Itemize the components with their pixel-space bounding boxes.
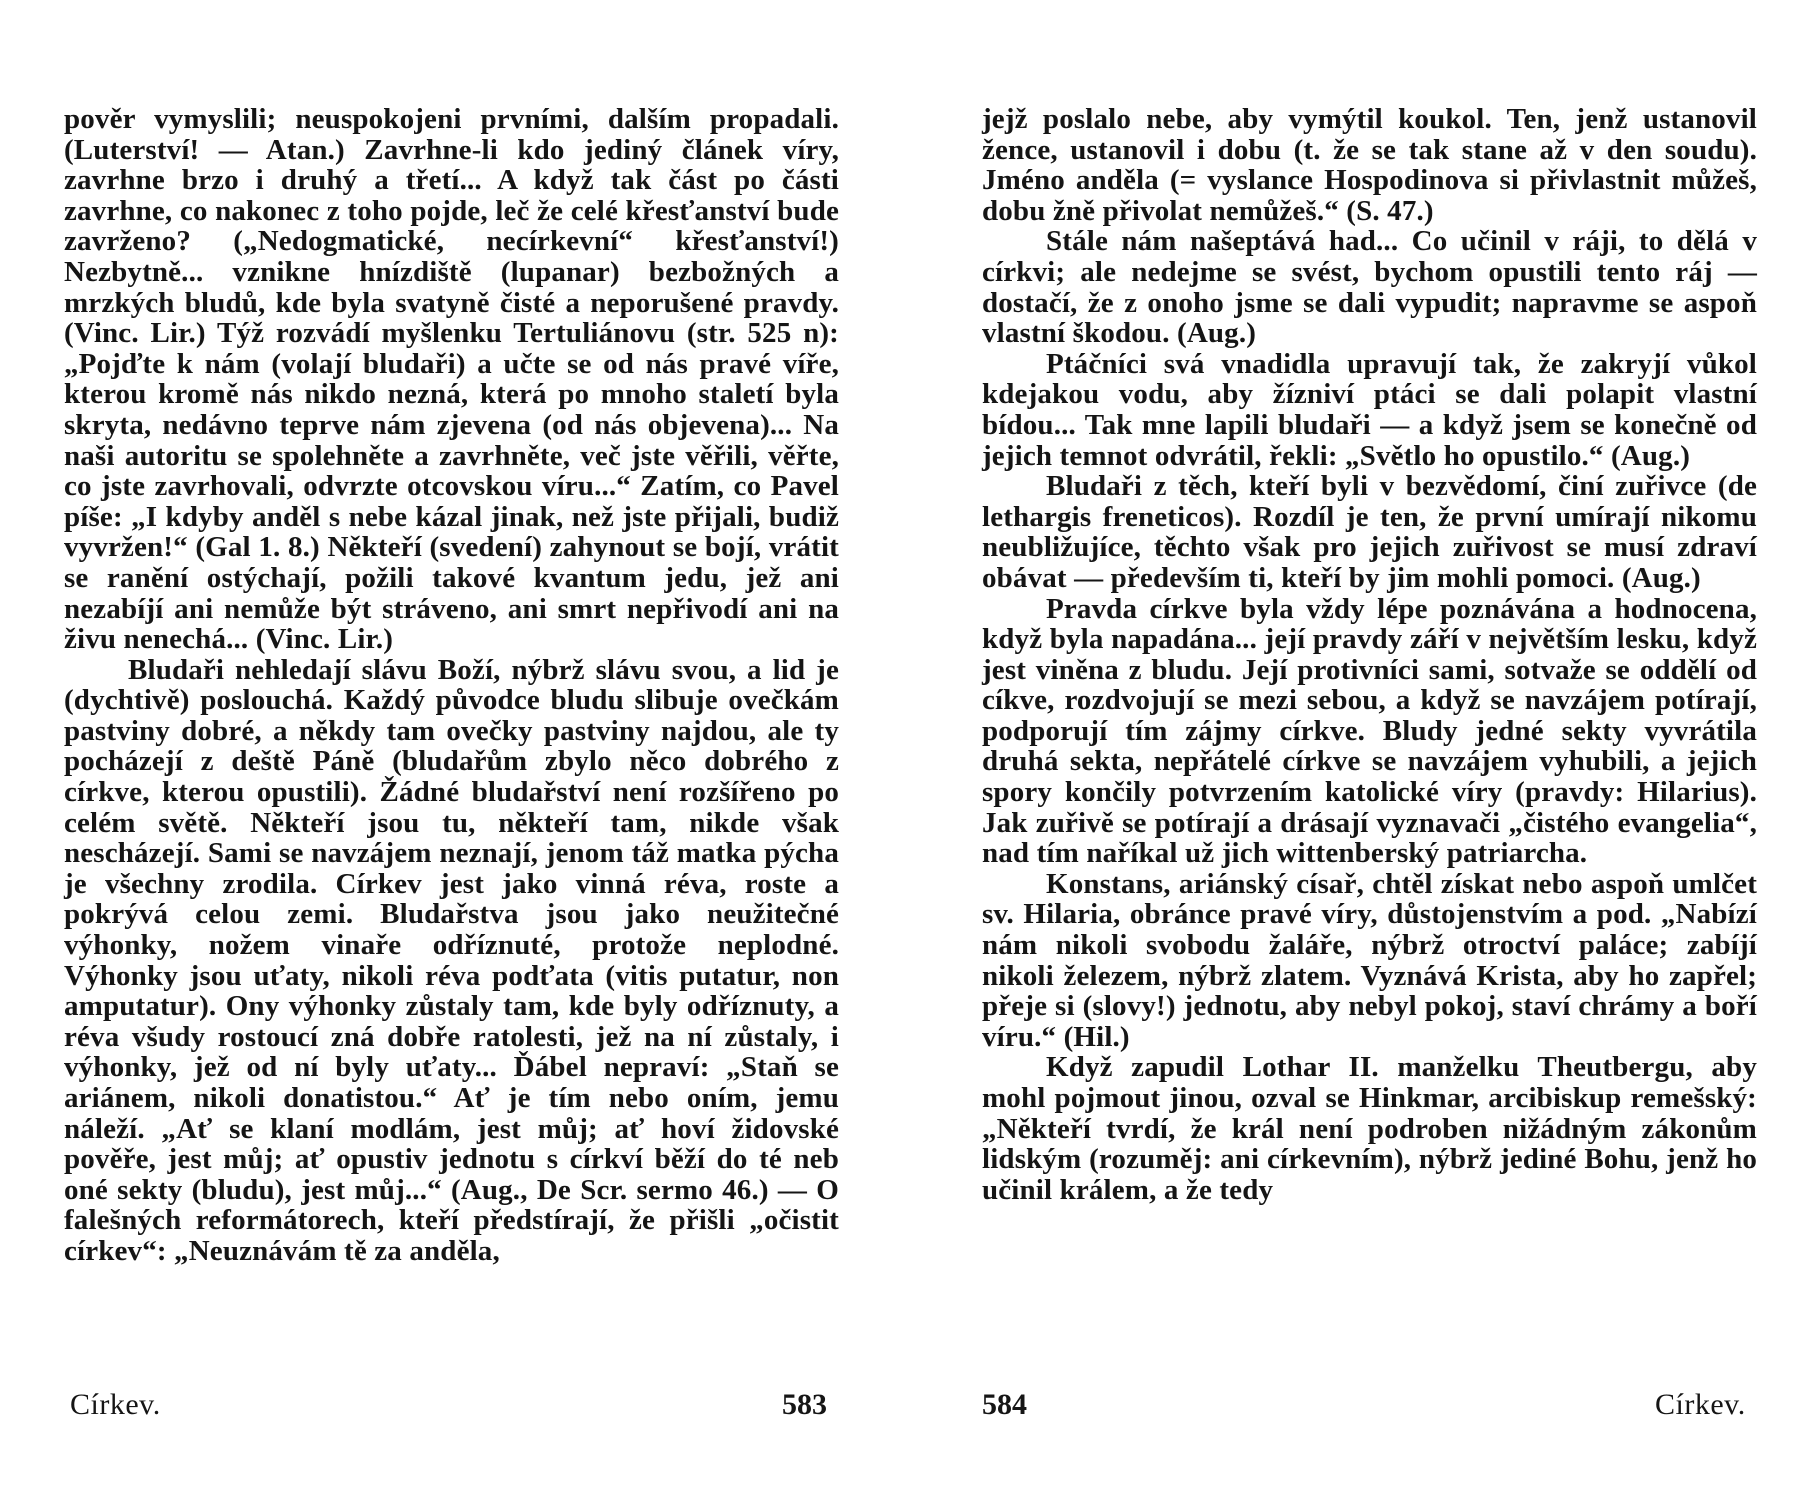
- paragraph: jejž poslalo nebe, aby vymýtil koukol. Ten, jenž ustanovil žence, ustanovil i dobu (t. že se tak stane až v den soudu). Jméno anděla (= vyslance Hospodinova si přivlastnit můžeš, dobu žně přivolat nemůžeš.“ (S. 47.): [982, 103, 1757, 227]
- paragraph: Bludaři nehledají slávu Boží, nýbrž slávu svou, a lid je (dychtivě) poslouchá. Každý původce bludu slibuje ovečkám pastviny dobré, a někdy tam ovečky pastviny najdou, ale ty pocházejí z deště Páně (bludařům zbylo něco dobrého z církve, kterou opustili). Žádné bludařství není rozšířeno po celém světě. Někteří jsou tu, někteří tam, nikde však nescházejí. Sami se navzájem neznají, jenom táž matka pýcha je všechny zrodila. Církev jest jako vinná réva, roste a pokrývá celou zemi. Bludařstva jsou jako neužitečné výhonky, nožem vinaře odříznuté, protože neplodné. Výhonky jsou uťaty, nikoli réva podťata (vitis putatur, non amputatur). Ony výhonky zůstaly tam, kde byly odříznuty, a réva všudy rostoucí zná dobře ratolesti, jež na ní zůstaly, i výhonky, jež od ní byly uťaty... Ďábel nepraví: „Staň se ariánem, nikoli donatistou.“ Ať je tím nebo oním, jemu náleží. „Ať se klaní modlám, jest můj; ať hoví židovské pověře, jest můj; ať opustiv jednotu s církví běží do té neb oné sekty (bludu), jest můj...“ (Aug., De Scr. sermo 46.) — O falešných reformátorech, kteří předstírají, že přišli „očistit církev“: „Neuznávám tě za anděla,: [64, 653, 839, 1267]
- right-page: [901, 0, 1802, 1500]
- page-number: 583: [782, 1388, 827, 1421]
- paragraph: Konstans, ariánský císař, chtěl získat nebo aspoň umlčet sv. Hilaria, obránce pravé víry, důstojenstvím a pod. „Nabízí nám nikoli svobodu žaláře, nýbrž otroctví paláce; zabíjí nikoli železem, nýbrž zlatem. Vyznává Krista, aby ho zapřel; přeje si (slovy!) jednotu, aby nebyl pokoj, staví chrámy a boří víru.“ (Hil.): [982, 867, 1757, 1053]
- page-number: 584: [982, 1388, 1027, 1421]
- paragraph: Pravda církve byla vždy lépe poznávána a hodnocena, když byla napadána... její pravdy září v největším lesku, když jest viněna z bludu. Její protivníci sami, sotvaže se oddělí od cíkve, rozdvojují se mezi sebou, a když se navzájem potírají, podporují tím zájmy církve. Bludy jedné sekty vyvrátila druhá sekta, nepřátelé církve se navzájem vyhubili, a jejich spory končily potvrzením katolické víry (pravdy: Hilarius). Jak zuřivě se potírají a drásají vyznavači „čistého evangelia“, nad tím naříkal už jich wittenberský patriarcha.: [982, 592, 1757, 870]
- paragraph: pověr vymyslili; neuspokojeni prvními, dalším propadali. (Luterství! — Atan.) Zavrhne-li kdo jediný článek víry, zavrhne brzo i druhý a třetí... A když tak část po části zavrhne, co nakonec z toho pojde, leč že celé křesťanství bude zavrženo? („Nedogmatické, necírkevní“ křesťanství!) Nezbytně... vznikne hnízdiště (lupanar) bezbožných a mrzkých bludů, kde byla svatyně čisté a neporušené pravdy. (Vinc. Lir.) Týž rozvádí myšlenku Tertuliánovu (str. 525 n): „Pojďte k nám (volají bludaři) a učte se od nás pravé víře, kterou kromě nás nikdo nezná, která po mnoho staletí byla skryta, nedávno teprve nám zjevena (od nás objevena)... Na naši autoritu se spolehněte a zavrhněte, več jste věřili, věřte, co jste zavrhovali, odvrzte otcovskou víru...“ Zatím, co Pavel píše: „I kdyby anděl s nebe kázal jinak, než jste přijali, budiž vyvržen!“ (Gal 1. 8.) Někteří (svedení) zahynout se bojí, vrátit se ranění ostýchají, požili takové kvantum jedu, jež ani nezabíjí ani nemůže být stráveno, ani smrt nepřivodí ani na živu nenechá... (Vinc. Lir.): [64, 103, 839, 656]
- left-page-text: [64, 104, 839, 1267]
- running-head: Církev.: [1655, 1388, 1746, 1421]
- paragraph: Bludaři z těch, kteří byli v bezvědomí, činí zuřivce (de lethargis freneticos). Rozdíl je ten, že první umírají nikomu neubližujíce, těchto však pro jejich zuřivost se musí zdraví obávat — především ti, kteří by jim mohli pomoci. (Aug.): [982, 470, 1757, 594]
- paragraph: Stále nám našeptává had... Co učinil v ráji, to dělá v církvi; ale nedejme se svést, bychom opustili tento ráj — dostačí, že z onoho jsme se dali vypudit; napravme se aspoň vlastní škodou. (Aug.): [982, 225, 1757, 350]
- paragraph: Když zapudil Lothar II. manželku Theutbergu, aby mohl pojmout jinou, ozval se Hinkmar, arcibiskup remešský: „Někteří tvrdí, že král není podroben nižádným zákonům lidským (rozuměj: ani církevním), nýbrž jediné Bohu, jenž ho učinil králem, a že tedy: [982, 1051, 1757, 1206]
- right-page-text: [982, 104, 1757, 1205]
- running-head: Církev.: [70, 1388, 161, 1421]
- paragraph: Ptáčníci svá vnadidla upravují tak, že zakryjí vůkol kdejakou vodu, aby žízniví ptáci se dali polapit vlastní bídou... Tak mne lapili bludaři — a když jsem se konečně od jejich temnot odvrátil, řekli: „Světlo ho opustilo.“ (Aug.): [982, 347, 1757, 472]
